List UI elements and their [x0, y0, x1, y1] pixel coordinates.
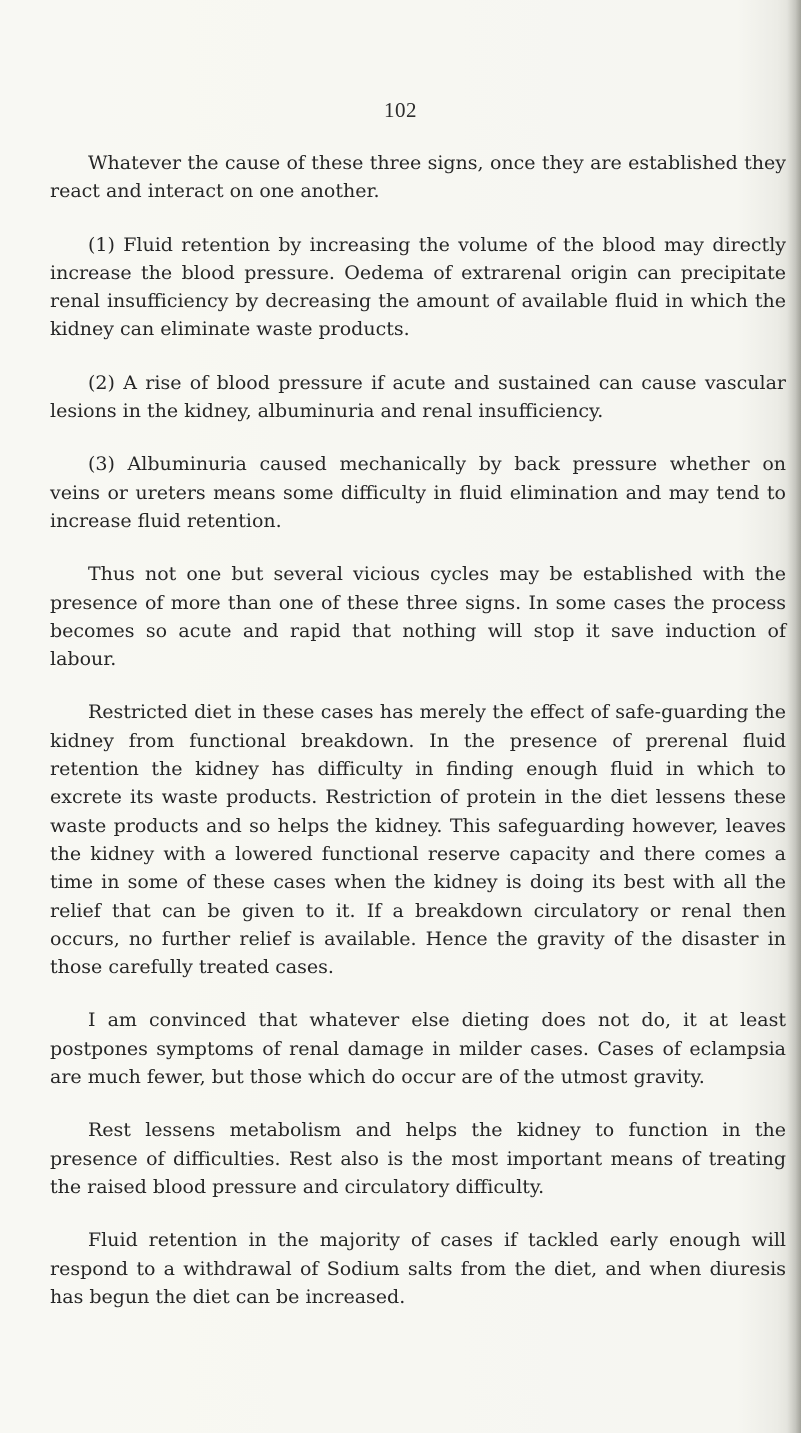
- body-text: [50, 149, 786, 1336]
- paragraph-restricted-diet: Restricted diet in these cases has merely the effect of safe-guarding the kidney from functional breakdown. In the presence of prerenal fluid retention the kidney has difficulty in finding enough fluid in which to excrete its waste products. Restriction of protein in the diet lessens these waste products and so helps the kidney. This safeguarding however, leaves the kidney with a lowered functional reserve capacity and there comes a time in some of these cases when the kidney is doing its best with all the relief that can be given to it. If a breakdown circulatory or renal then occurs, no further relief is available. Hence the gravity of the disaster in those carefully treated cases.: [50, 701, 786, 979]
- paragraph-fluid-retention: Fluid retention in the majority of cases if tackled early enough will respond to a withdrawal of Sodium salts from the diet, and when diuresis has begun the diet can be increased.: [50, 1229, 786, 1308]
- paragraph-point-2: (2) A rise of blood pressure if acute and sustained can cause vascular lesions in the kidney, albuminuria and renal insufficiency.: [50, 371, 786, 423]
- page-number: 102: [384, 98, 417, 122]
- paragraph-point-3: (3) Albuminuria caused mechanically by back pressure whether on veins or ureters means some difficulty in fluid elimination and may tend to increase fluid retention.: [50, 453, 786, 532]
- page-edge-shadow: [787, 0, 801, 1433]
- paragraph-intro: Whatever the cause of these three signs, once they are established they react and interact on one another.: [50, 152, 786, 203]
- paragraph-point-1: (1) Fluid retention by increasing the volume of the blood may directly increase the blood pressure. Oedema of extrarenal origin can precipitate renal insufficiency by decreasing the amount of available fluid in which the kidney can eliminate waste products.: [50, 233, 786, 341]
- paragraph-vicious-cycles: Thus not one but several vicious cycles may be established with the presence of more than one of these three signs. In some cases the process becomes so acute and rapid that nothing will stop it save induction of labour.: [50, 563, 786, 671]
- paragraph-rest: Rest lessens metabolism and helps the kidney to function in the presence of difficulties. Rest also is the most important means of treating the raised blood pressure and circulatory difficulty.: [50, 1119, 786, 1198]
- paragraph-dieting: I am convinced that whatever else dieting does not do, it at least postpones symptoms of renal damage in milder cases. Cases of eclampsia are much fewer, but those which do occur are of the utmost gravity.: [50, 1009, 786, 1089]
